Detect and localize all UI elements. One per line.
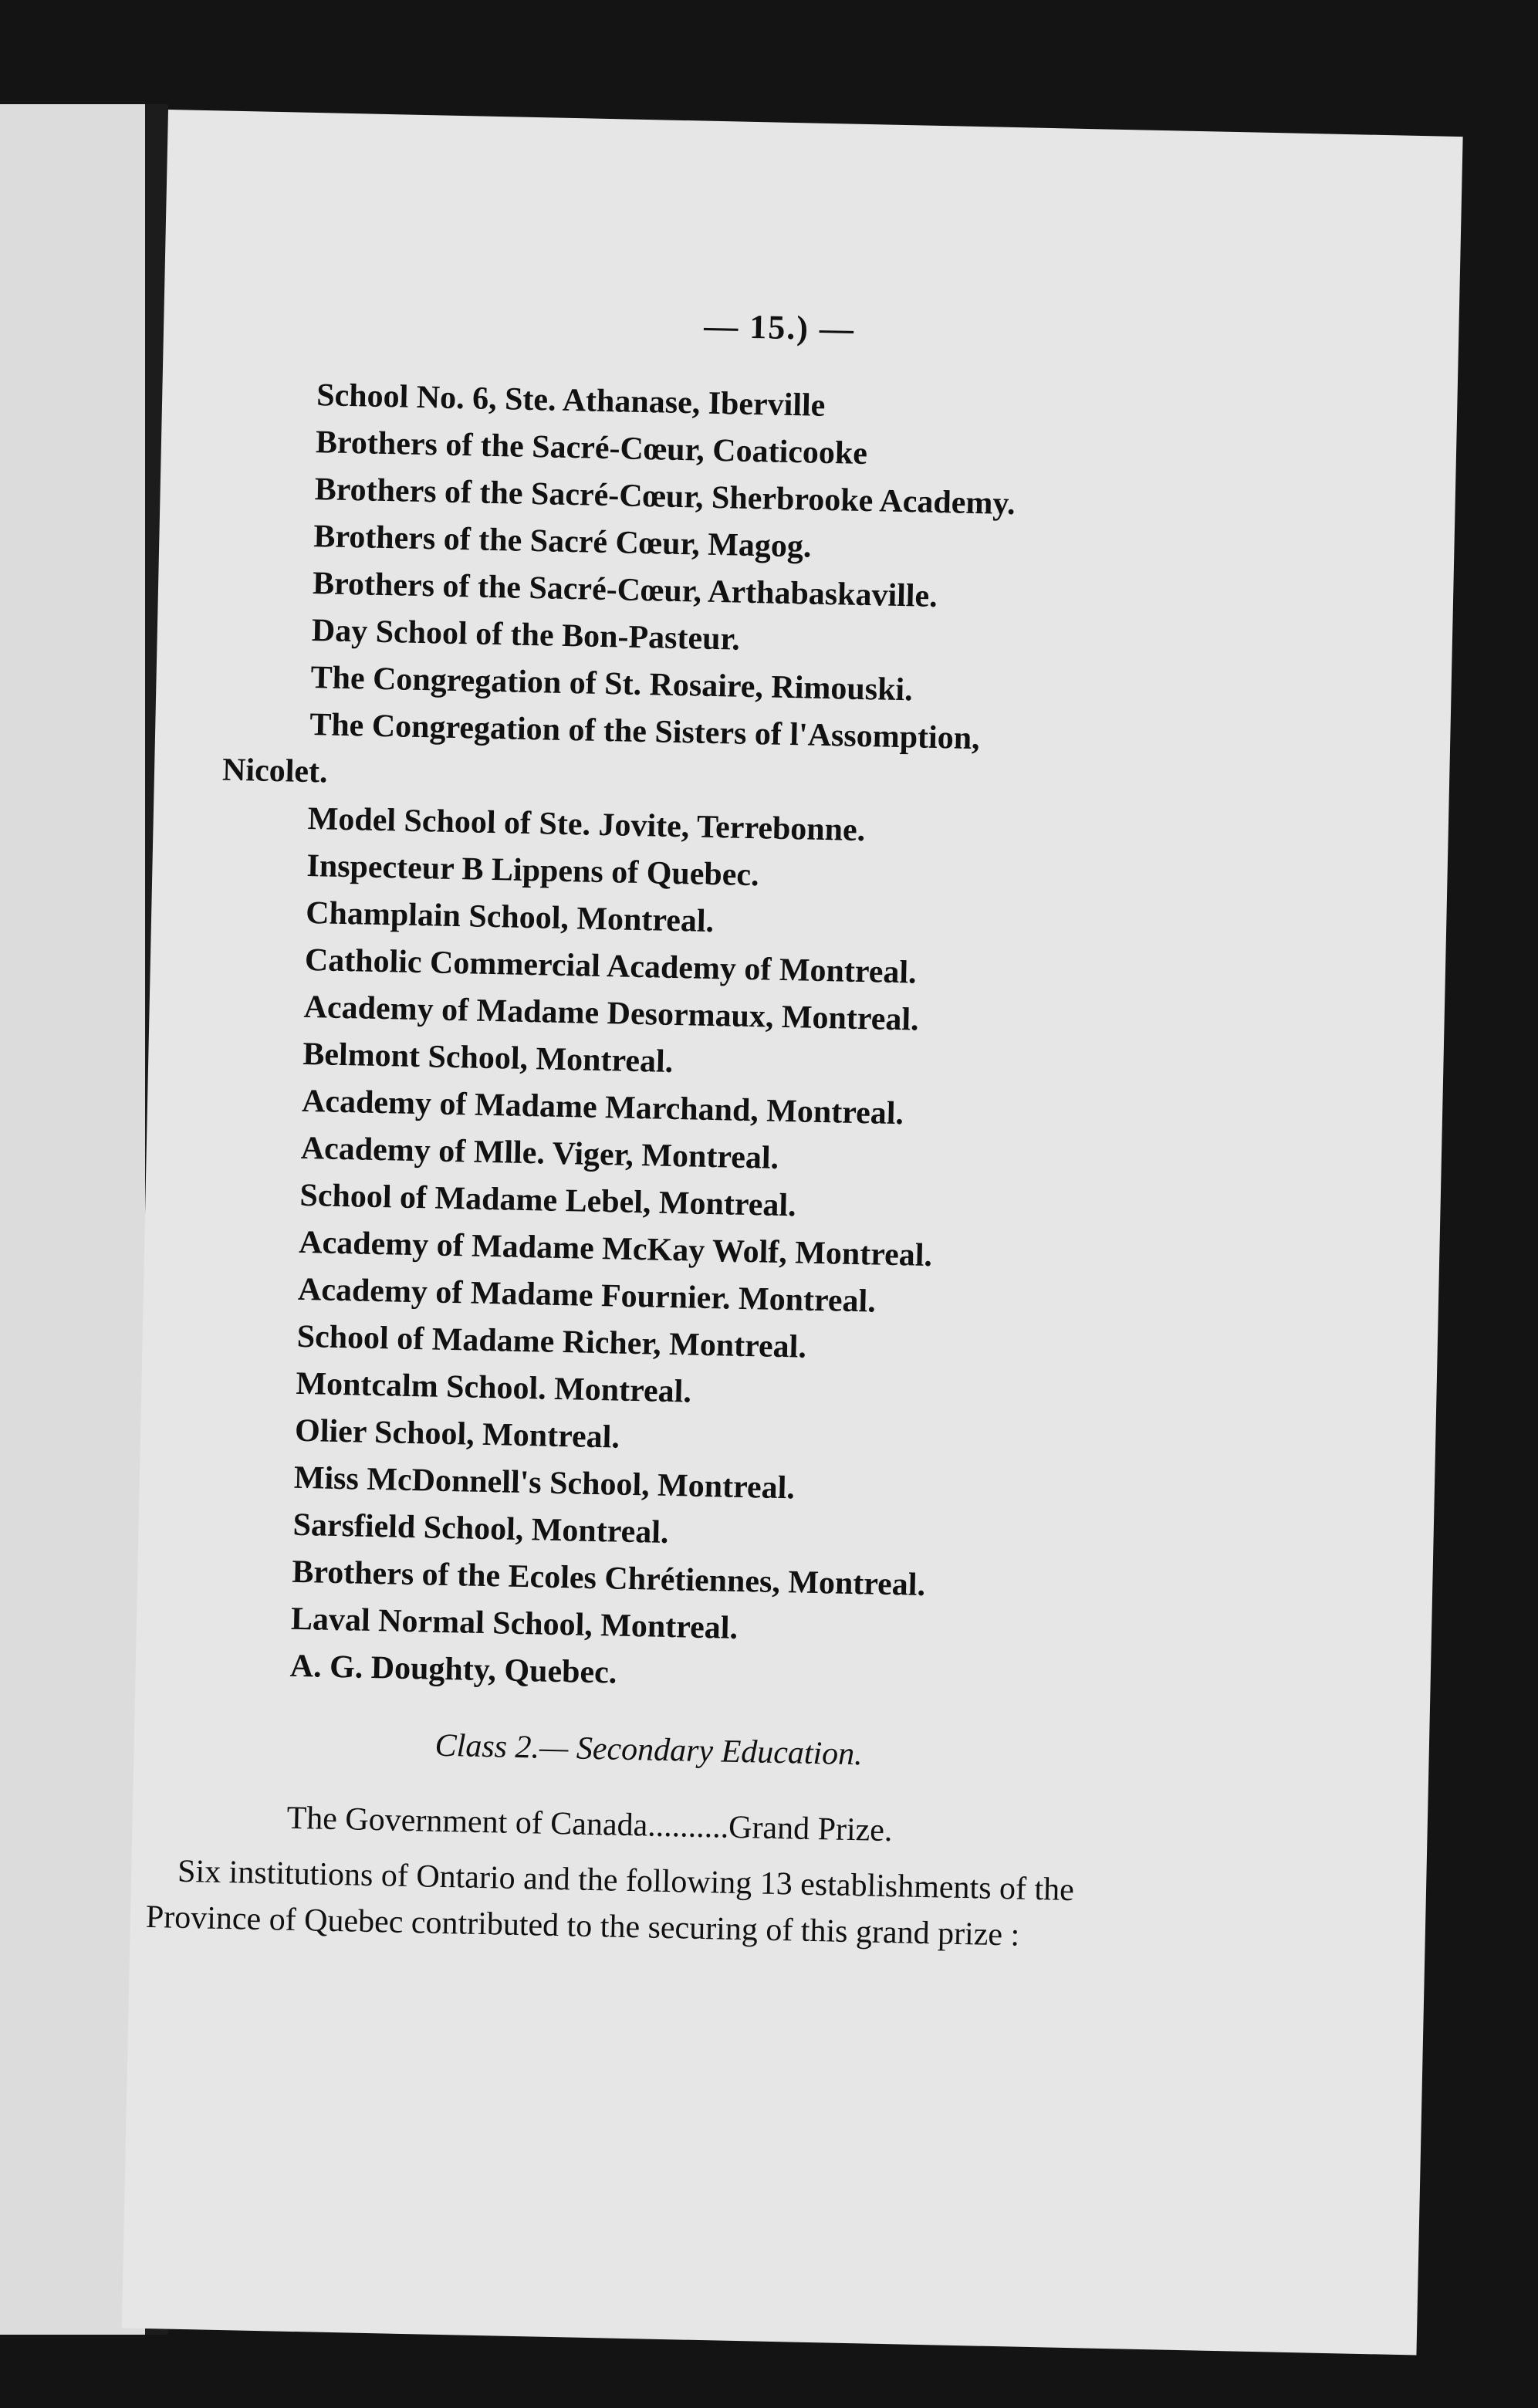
list-item: Belmont School, Montreal. bbox=[302, 1036, 674, 1080]
list-item: The Congregation of the Sisters of l'Assomption, bbox=[309, 707, 981, 757]
list-item: Brothers of the Sacré-Cœur, Sherbrooke Academy. bbox=[314, 472, 1016, 523]
list-item: The Congregation of St. Rosaire, Rimouski. bbox=[310, 660, 914, 709]
list-item: Academy of Madame Marchand, Montreal. bbox=[301, 1083, 904, 1132]
section-heading: Class 2.— Secondary Education. bbox=[434, 1727, 864, 1773]
list-item: Miss McDonnell's School, Montreal. bbox=[293, 1459, 796, 1507]
page-body bbox=[145, 372, 1443, 1967]
list-item: Champlain School, Montreal. bbox=[305, 895, 715, 940]
list-item: School of Madame Lebel, Montreal. bbox=[299, 1177, 797, 1224]
list-item: School No. 6, Ste. Athanase, Iberville bbox=[316, 377, 826, 424]
list-item-continuation-text: Nicolet. bbox=[221, 752, 329, 790]
list-item: Academy of Madame McKay Wolf, Montreal. bbox=[298, 1224, 933, 1274]
exhibitor-list bbox=[221, 372, 1443, 1713]
list-item: Day School of the Bon-Pasteur. bbox=[311, 613, 741, 658]
list-item: Montcalm School. Montreal. bbox=[295, 1365, 692, 1410]
list-item: Brothers of the Sacré Cœur, Magog. bbox=[313, 519, 812, 565]
adjacent-page-edge bbox=[0, 104, 145, 2335]
list-item: Academy of Madame Desormaux, Montreal. bbox=[303, 989, 920, 1038]
list-item: School of Madame Richer, Montreal. bbox=[296, 1318, 807, 1365]
list-item: A. G. Doughty, Quebec. bbox=[289, 1648, 617, 1691]
list-item: Model School of Ste. Jovite, Terrebonne. bbox=[307, 800, 866, 849]
list-item: Brothers of the Sacré-Cœur, Arthabaskaville. bbox=[312, 566, 938, 615]
list-item: Academy of Madame Fournier. Montreal. bbox=[297, 1271, 877, 1320]
list-item: Brothers of the Sacré-Cœur, Coaticooke bbox=[315, 424, 868, 472]
closing-paragraph: Six institutions of Ontario and the following 13 establishments of the Province of Quebec contributed to the securing of this grand prize : bbox=[145, 1853, 1075, 1953]
list-item: Inspecteur B Lippens of Quebec. bbox=[306, 847, 759, 894]
page-number: — 15.) — bbox=[703, 306, 856, 348]
list-item: Laval Normal School, Montreal. bbox=[290, 1601, 739, 1646]
list-item: Olier School, Montreal. bbox=[294, 1412, 620, 1456]
list-item: Academy of Mlle. Viger, Montreal. bbox=[300, 1130, 779, 1176]
list-item: Sarsfield School, Montreal. bbox=[292, 1507, 669, 1551]
award-line: The Government of Canada..........Grand Prize. bbox=[286, 1800, 893, 1849]
book-page bbox=[122, 110, 1463, 2356]
list-item: Brothers of the Ecoles Chrétiennes, Montreal. bbox=[291, 1554, 926, 1603]
list-item: Catholic Commercial Academy of Montreal. bbox=[304, 942, 918, 991]
